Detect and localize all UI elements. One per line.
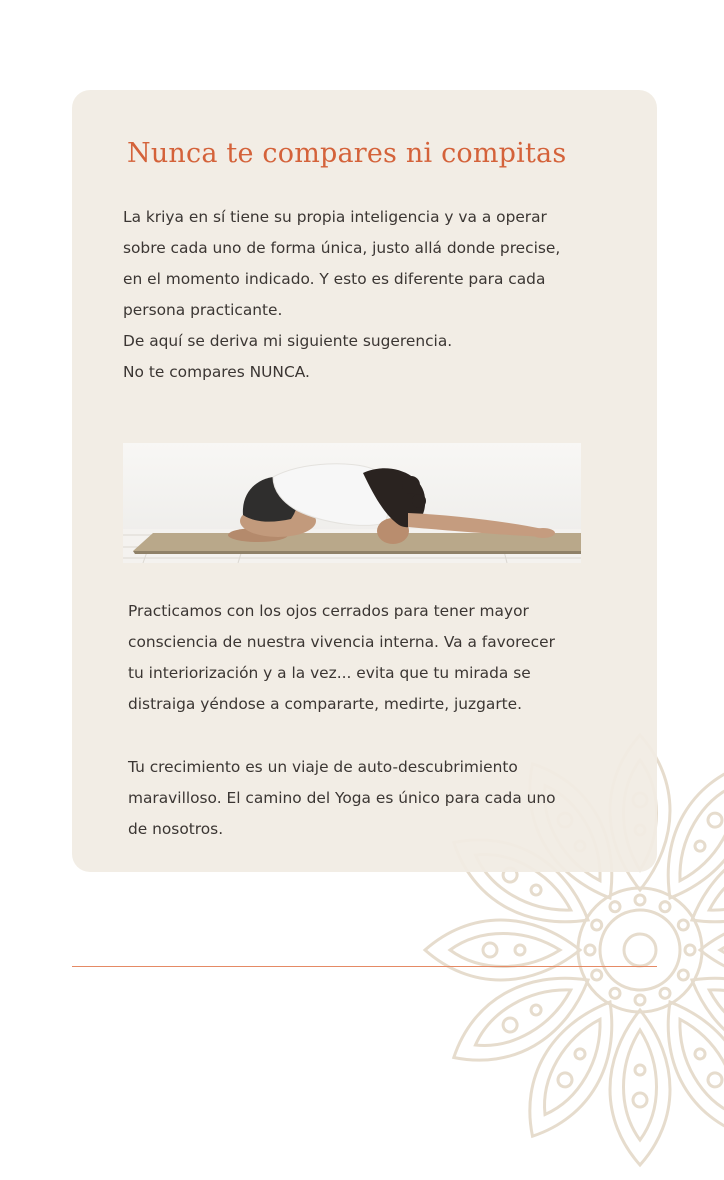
footer-divider xyxy=(72,966,657,967)
body-line: tu interiorización y a la vez... evita que tu mirada se xyxy=(128,664,531,682)
closing-line: maravilloso. El camino del Yoga es único para cada uno xyxy=(128,789,556,807)
intro-line: sobre cada uno de forma única, justo allá donde precise, xyxy=(123,239,561,257)
body-line: consciencia de nuestra vivencia interna. Va a favorecer xyxy=(128,633,555,651)
body-paragraph xyxy=(128,596,628,720)
intro-line: La kriya en sí tiene su propia inteligencia y va a operar xyxy=(123,208,547,226)
page-title: Nunca te compares ni compitas xyxy=(127,138,567,169)
closing-line: Tu crecimiento es un viaje de auto-descubrimiento xyxy=(128,758,518,776)
body-line: Practicamos con los ojos cerrados para tener mayor xyxy=(128,602,529,620)
closing-line: de nosotros. xyxy=(128,820,224,838)
yoga-pose-photo xyxy=(123,443,581,563)
intro-line: No te compares NUNCA. xyxy=(123,363,310,381)
intro-line: De aquí se deriva mi siguiente sugerencia. xyxy=(123,332,453,350)
intro-line: persona practicante. xyxy=(123,301,283,319)
closing-paragraph xyxy=(128,752,628,845)
intro-paragraph xyxy=(123,202,623,388)
intro-line: en el momento indicado. Y esto es diferente para cada xyxy=(123,270,546,288)
body-line: distraiga yéndose a compararte, medirte, juzgarte. xyxy=(128,695,523,713)
